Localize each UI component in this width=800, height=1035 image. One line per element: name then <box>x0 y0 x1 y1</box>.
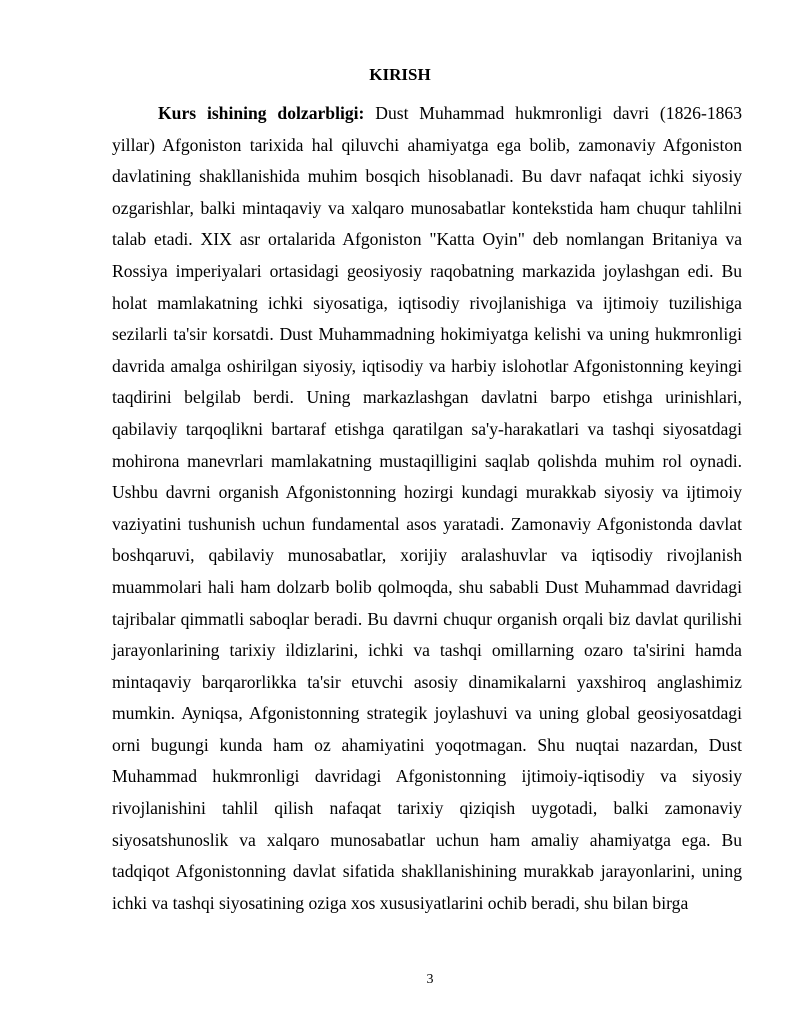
paragraph-text: Dust Muhammad hukmronligi davri (1826-1863 yillar) Afgoniston tarixida hal qiluvchi ahamiyatga ega bolib, zamonaviy Afgoniston davlatining shakllanishida muhim bosqich hisoblanadi. Bu davr nafaqat ichki siyosiy ozgarishlar, balki mintaqaviy va xalqaro munosabatlar kontekstida ham chuqur tahlilni talab etadi. XIX asr ortalarida Afgoniston "Katta Oyin" deb nomlangan Britaniya va Rossiya imperiyalari ortasidagi geosiyosiy raqobatning markazida joylashgan edi. Bu holat mamlakatning ichki siyosatiga, iqtisodiy rivojlanishiga va ijtimoiy tuzilishiga sezilarli ta'sir korsatdi. Dust Muhammadning hokimiyatga kelishi va uning hukmronligi davrida amalga oshirilgan siyosiy, iqtisodiy va harbiy islohotlar Afgonistonning keyingi taqdirini belgilab berdi. Uning markazlashgan davlatni barpo etishga urinishlari, qabilaviy tarqoqlikni bartaraf etishga qaratilgan sa'y-harakatlari va tashqi siyosatdagi mohirona manevrlari mamlakatning mustaqilligini saqlab qolishda muhim rol oynadi. Ushbu davrni organish Afgonistonning hozirgi kundagi murakkab siyosiy va ijtimoiy vaziyatini tushunish uchun fundamental asos yaratadi. Zamonaviy Afgonistonda davlat boshqaruvi, qabilaviy munosabatlar, xorijiy aralashuvlar va iqtisodiy rivojlanish muammolari hali ham dolzarb bolib qolmoqda, shu sababli Dust Muhammad davridagi tajribalar qimmatli saboqlar beradi. Bu davrni chuqur organish orqali biz davlat qurilishi jarayonlarining tarixiy ildizlarini, ichki va tashqi omillarning ozaro ta'sirini hamda mintaqaviy barqarorlikka ta'sir etuvchi asosiy dinamikalarni yaxshiroq anglashimiz mumkin. Ayniqsa, Afgonistonning strategik joylashuvi va uning global geosiyosatdagi orni bugungi kunda ham oz ahamiyatini yoqotmagan. Shu nuqtai nazardan, Dust Muhammad hukmronligi davridagi Afgonistonning ijtimoiy-iqtisodiy va siyosiy rivojlanishini tahlil qilish nafaqat tarixiy qiziqish uygotadi, balki zamonaviy siyosatshunoslik va xalqaro munosabatlar uchun ham amaliy ahamiyatga ega. Bu tadqiqot Afgonistonning davlat sifatida shakllanishining murakkab jarayonlarini, uning ichki va tashqi siyosatining oziga xos xususiyatlarini ochib beradi, shu bilan birga <box>112 103 743 913</box>
paragraph-lead: Kurs ishining dolzarbligi: <box>158 103 365 123</box>
section-heading: KIRISH <box>369 65 431 84</box>
page-number: 3 <box>426 972 434 987</box>
body-paragraph <box>112 98 742 919</box>
